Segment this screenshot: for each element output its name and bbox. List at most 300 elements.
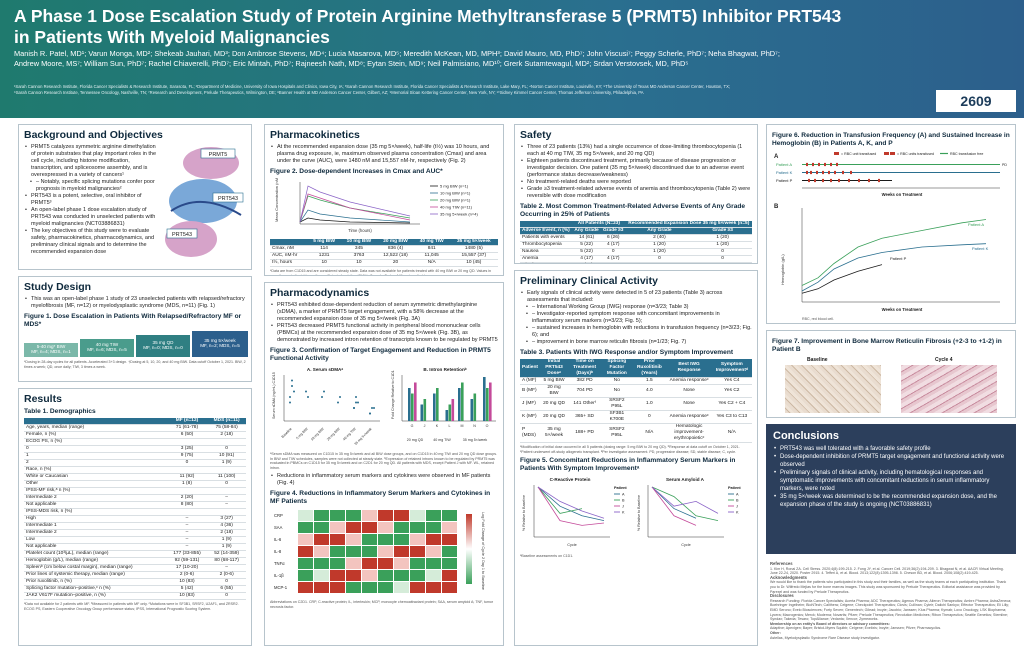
- heatmap-cell: [410, 522, 425, 533]
- sdma-point: [307, 396, 309, 398]
- table-cell: [167, 488, 208, 495]
- table-cell: SF3B1 K700E: [602, 411, 633, 424]
- intron-bar: [461, 383, 464, 422]
- table-cell: 704 PD: [568, 385, 602, 398]
- heatmap-cell: [442, 510, 457, 521]
- heatmap-legend-label: Log Fold Change of Cycle 2 Day 1 to Baseline: [481, 512, 485, 591]
- table-cell: 75 (58-84): [207, 425, 246, 432]
- fig3b-ylabel: Fold Change Relative to C1D1: [391, 370, 395, 419]
- transfusion-mark: [828, 171, 830, 174]
- table-cell: 11 (92): [167, 474, 208, 481]
- table-cell: [207, 467, 246, 474]
- table-cell: 20 mg BIW: [540, 385, 567, 398]
- table-cell: 14 (61): [572, 235, 601, 242]
- heatmap-row-label: IL-6: [274, 537, 282, 543]
- background-bullet-3: • An open-label phase 1 dose escalation study of PRT543 was conducted in unselected patients with myeloid malignancies (NCT03886831): [31, 207, 159, 228]
- safety-bullet-1: • Three of 23 patients (13%) had a single occurrence of dose-limiting thrombocytopenia (1 each at 40 mg TIW, 35 mg 5×/week, and 20 mg QD): [527, 144, 752, 158]
- table-cell: 11,045: [414, 253, 450, 260]
- table-row: [24, 523, 246, 530]
- heatmap-cell: [330, 522, 345, 533]
- clinical-sub-1: • – International Working Group (IWG) response (n=3/23; Table 3): [532, 304, 752, 311]
- sdma-x-labels: [281, 426, 373, 446]
- figure-1-title: Figure 1. Dose Escalation in Patients With Relapsed/Refractory MF or MDS*: [24, 313, 242, 328]
- membership-text: Adaptive; Apexigen; Bayer; Bristol-Myers Squibb; Celgene; Exelixis; Incyte; Janssen; Pfizer; Pharmacyclics.: [770, 626, 942, 631]
- pk-legend-1: 5 mg BIW (n=1): [440, 183, 469, 189]
- transfusion-mark: [868, 179, 870, 182]
- fig7-cycle-label: Cycle 4: [935, 357, 953, 363]
- table-cell: 0: [207, 481, 246, 488]
- table-row: [24, 530, 246, 537]
- background-subbullet: • – Notably, specific splicing mutations confer poor prognosis in myeloid malignancies²: [36, 179, 159, 193]
- conclusion-4: • 35 mg 5×/week was determined to be the recommended expansion dose, and the expansion phase of the study is ongoing (NCT03886831): [780, 493, 1009, 509]
- transfusion-mark: [838, 179, 840, 182]
- table-cell: 2 (0-6): [167, 572, 208, 579]
- table-row: [520, 385, 752, 398]
- fig5-legend-label: J: [622, 504, 624, 509]
- table-cell: 1 (20): [626, 242, 694, 249]
- table-cell: 0: [167, 460, 208, 467]
- pk-line-40mg: [300, 194, 410, 222]
- figure-2-footnote: *Data are from C1D15 and are considered steady state. Data was not available for patients treated with 40 mg BIW or 20 mg QD. Values in parentheses in the table are the coefficient of variation (CV%). C, cycle; D, day; N/A, not applicable.: [270, 269, 492, 276]
- column-4: [766, 124, 1016, 646]
- heatmap-cell: [362, 510, 377, 521]
- heatmap-cell: [362, 582, 377, 593]
- table-cell: –: [167, 544, 208, 551]
- table-cell: 52 (14-359): [207, 551, 246, 558]
- heatmap-cell: [442, 570, 457, 581]
- table-row: [24, 572, 246, 579]
- table-header-cell: Any Grade: [572, 228, 601, 235]
- clinical-bullet: • Early signals of clinical activity were detected in 5 of 23 patients (Table 3) across assessments that included:: [527, 290, 752, 304]
- authors-line-1: Manish R. Patel, MD¹; Varun Monga, MD²; Shekeab Jauhari, MD³; Don Ambrose Stevens, MD⁴; Lucia Masarova, MD⁵; Meredith McKean, MD, MPH³; David Mauro, MD, PhD⁷; John Viscusi⁷; Peggy Scherle, PhD⁷; Neha Bhagwat, PhD⁷;: [14, 49, 780, 58]
- table-cell: 345: [341, 246, 378, 253]
- table-cell: Spleenᵇ (cm below costal margin), median (range): [24, 565, 167, 572]
- table-cell: 1 (20): [693, 242, 752, 249]
- background-heading: Background and Objectives: [24, 129, 163, 141]
- table-cell: 1 (9): [207, 460, 246, 467]
- iwg-response-table: [520, 359, 752, 443]
- authors-line-2: Andrew Moore, MS⁷; William Sun, PhD⁷; Rachel Chiaverelli, PhD⁷; Eric Mintah, PhD⁷; Rajneesh Nath, MD⁸; Eytan Stein, MD⁹; Neil Palmisiano, MD¹⁰; Grerk Sutamtewagul, MD²; Srdan Verstovsek, MD, PhD⁵: [14, 59, 689, 68]
- table-cell: Intermediate 2: [24, 530, 167, 537]
- table-row: [24, 439, 246, 446]
- table-cell: Anemia responseᶜ: [667, 378, 712, 385]
- study-design-section: [18, 276, 252, 382]
- other-text: Astellas, Myelodysplastic Syndrome Rare Disease study investigator.: [770, 635, 880, 640]
- heatmap-cell: [410, 570, 425, 581]
- dose-step-2: 40 mg TIW MF, n=6; MDS, n=5: [80, 339, 134, 357]
- table-cell: Yes C4: [712, 378, 752, 385]
- fig5-legend: [614, 493, 739, 515]
- sdma-point: [339, 396, 341, 398]
- table-cell: 2 (0-6): [207, 572, 246, 579]
- sdma-point: [355, 402, 357, 404]
- fig3b-group-2: 40 mg TIW: [433, 438, 451, 442]
- table-cell: [167, 439, 208, 446]
- heatmap-cell: [298, 510, 313, 521]
- table-cell: 1480 (5): [450, 246, 498, 253]
- safety-section: [514, 124, 758, 264]
- intron-bar: [483, 377, 486, 421]
- table-cell: 20: [377, 260, 414, 267]
- table-cell: 10 (83): [167, 593, 208, 600]
- heatmap-cell: [426, 534, 441, 545]
- transfusion-mark: [808, 179, 810, 182]
- pd-bullet-2: • PRT543 decreased PRMT5 functional activity in peripheral blood mononuclear cells (PBMCs) at the recommended expansion dose of 35 mg 5×/week (Fig. 3B), as demonstrated by increased intron retention of transcripts known to be regulated by PRMT5: [277, 323, 498, 344]
- table-cell: 836 (4): [377, 246, 414, 253]
- fig5-legend-label: J: [736, 504, 738, 509]
- table-cell: [207, 439, 246, 446]
- heatmap-cell: [394, 570, 409, 581]
- pk-table: [270, 239, 498, 267]
- heatmap-cell: [378, 570, 393, 581]
- table-header-cell: Grade ≥3: [693, 228, 752, 235]
- table-row: [24, 495, 246, 502]
- table-row: [24, 579, 246, 586]
- fig6-xlabel-b: Weeks on Treatment: [881, 307, 923, 312]
- table-cell: t½, hours: [270, 260, 308, 267]
- sdma-point: [321, 396, 323, 398]
- fig5-legend-title-right: Patient: [728, 486, 741, 491]
- sdma-point: [291, 385, 293, 387]
- figure-6-section: [766, 124, 1016, 324]
- clinical-activity-section: [514, 270, 758, 646]
- heatmap-row-label: CRP: [274, 513, 283, 519]
- table-cell: N/A: [712, 424, 752, 443]
- sdma-point: [355, 396, 357, 398]
- table-cell: 365+ SD: [568, 411, 602, 424]
- dose-step-3: 35 mg QD MF, n=0; MDS, n=0: [136, 335, 190, 357]
- table-cell: IPSS-MDS risk, n (%): [24, 509, 167, 516]
- table-header-cell: Splicing Factor Mutation: [602, 359, 633, 378]
- fig5-ylabel-left: % Relative to Baseline: [522, 495, 526, 532]
- sdma-point: [369, 413, 371, 415]
- figure-7-title: Figure 7. Improvement in Bone Marrow Reticulin Fibrosis (+2-3 to +1-2) in Patient B: [772, 338, 1002, 353]
- transfusion-mark: [830, 163, 832, 166]
- heatmap-cell: [346, 546, 361, 557]
- table-cell: Anemia: [520, 256, 572, 263]
- references-heading: References: [770, 561, 793, 566]
- table-cell: 2 (18): [207, 530, 246, 537]
- heatmap-row-label: MCP-1: [274, 585, 288, 591]
- fig5-legend-label: B: [622, 498, 625, 503]
- heatmap-cell: [314, 582, 329, 593]
- title-line-2: in Patients With Myeloid Malignancies: [14, 27, 330, 47]
- transfusion-mark: [824, 163, 826, 166]
- table-cell: 8 (80): [167, 502, 208, 509]
- intron-x-label: N: [473, 424, 476, 428]
- table-cell: Low: [24, 537, 167, 544]
- heatmap-cell: [362, 522, 377, 533]
- heatmap-cell: [442, 546, 457, 557]
- study-design-bullet: • This was an open-label phase 1 study of 23 unselected patients with relapsed/refractory myelofibrosis (MF, n=12) or myelodysplastic syndrome (MDS, n=11) (Fig. 1): [31, 296, 246, 310]
- affiliations-line-1: ¹Sarah Cannon Research Institute, Florida Cancer Specialists & Research Institute, Sarasota, FL; ²Department of Medicine, University of Iowa Hospitals and Clinics, Iowa City, IA; ³Sarah Cannon Research Institute, Florida Cancer Specialists & Research Institute, Lake Mary, FL; ⁴Norton Cancer Institute, Louisville, KY; ⁵The University of Texas MD Anderson Cancer Center, Houston, TX;: [14, 84, 731, 89]
- intron-x-label: O: [485, 424, 489, 428]
- intron-bar: [411, 394, 414, 422]
- pharmacokinetics-section: [264, 124, 504, 276]
- table-row: [520, 411, 752, 424]
- table-cell: 1 (9): [207, 544, 246, 551]
- figure-7-section: [766, 330, 1016, 418]
- fig5-xlabel-left: Cycle: [567, 543, 577, 548]
- table-cell: 12,522 (18): [377, 253, 414, 260]
- poster-title: [14, 6, 1014, 48]
- fig3b-label: B. Intron Retentionᵇ: [423, 367, 467, 372]
- table-3-footnote: ᵃModification of initial dose occurred in all 5 patients (dosing range: 5 mg BIW to 20 mg QD). ᵇResponse at data cutoff on October 1, 2021. ᶜPatient underwent off-study allogeneic transplant. ᵈPer investigator assessment. PD, progressive disease; SD, stable disease; C, cycle.: [520, 445, 740, 454]
- transfusion-mark: [842, 171, 844, 174]
- table-cell: Yes C2: [712, 385, 752, 398]
- table-cell: –: [167, 530, 208, 537]
- heatmap-cell: [346, 510, 361, 521]
- table-cell: 4 (17): [601, 242, 626, 249]
- table-row: [24, 467, 246, 474]
- table-header-cell: Prior Ruxolitinib (Years): [632, 359, 666, 378]
- table-row: [24, 558, 246, 565]
- fig6-patient-p: Patient P: [776, 178, 793, 183]
- heatmap-cell: [394, 546, 409, 557]
- sdma-point: [289, 402, 291, 404]
- intron-x-label: L: [448, 424, 451, 428]
- heatmap-cell: [298, 546, 313, 557]
- table-row: [24, 488, 246, 495]
- heatmap-cell: [362, 558, 377, 569]
- transfusion-mark: [822, 171, 824, 174]
- other-heading: Other:: [770, 630, 781, 635]
- table-header-cell: 5 mg BIW: [308, 239, 341, 246]
- heatmap-cell: [410, 558, 425, 569]
- pk-concentration-chart: [270, 178, 498, 234]
- sdma-x-label: 10 mg BIW: [310, 426, 325, 442]
- table-header-cell: Initial PRT543 Doseᵃ: [540, 359, 567, 378]
- heatmap-cell: [330, 534, 345, 545]
- heatmap-cell: [426, 522, 441, 533]
- table-cell: 0: [207, 446, 246, 453]
- clinical-heading: Preliminary Clinical Activity: [520, 275, 658, 287]
- table-cell: 382 PD: [568, 378, 602, 385]
- figure-5-charts: [520, 475, 754, 549]
- clinical-sub-4: • – improvement in bone marrow reticulin fibrosis (n=1/23; Fig. 7): [532, 339, 752, 346]
- table-row: [24, 537, 246, 544]
- table-cell: Nausea: [520, 249, 572, 256]
- heatmap-cell: [442, 522, 457, 533]
- fig5-ylabel-right: % Relative to Baseline: [637, 495, 641, 532]
- table-cell: Hematologic improvement-erythropoieticᶜ: [667, 424, 712, 443]
- table-cell: –: [207, 565, 246, 572]
- transfusion-mark: [806, 171, 808, 174]
- fig3b-group-3: 35 mg 5×/week: [462, 438, 488, 442]
- table-cell: 35 mg 5×/week: [540, 424, 567, 443]
- table-cell: 0: [207, 579, 246, 586]
- table-row: [520, 249, 752, 256]
- fig6-xlabel-a: Weeks on Treatment: [881, 192, 923, 197]
- table-cell: 114: [308, 246, 341, 253]
- heatmap-cell: [394, 510, 409, 521]
- table-row: [24, 565, 246, 572]
- heatmap-row-labels: [274, 510, 296, 594]
- table-cell: J (MF): [520, 398, 540, 411]
- heatmap-cell: [314, 534, 329, 545]
- heatmap-row-label: IL-8: [274, 549, 282, 555]
- heatmap-cell: [442, 582, 457, 593]
- conclusion-2: • Dose-dependent inhibition of PRMT5 target engagement and functional activity were observed: [780, 453, 1009, 469]
- heatmap-cell: [442, 534, 457, 545]
- heatmap-cell: [298, 558, 313, 569]
- adverse-events-table: [520, 221, 752, 264]
- heatmap-cell: [394, 534, 409, 545]
- transfusion-mark: [814, 179, 816, 182]
- sdma-point: [337, 402, 339, 404]
- table-cell: Splicing factor mutation–positive,ᶜ n (%): [24, 586, 167, 593]
- table-cell: 10 (91): [207, 453, 246, 460]
- dose-step-4: 35 mg 5×/week MF, n=2; MDS, n=5: [192, 331, 248, 357]
- fig3b-group-1: 20 mg QD: [406, 438, 424, 442]
- table-cell: None: [667, 398, 712, 411]
- intron-bar: [458, 388, 461, 421]
- heatmap-cell: [298, 570, 313, 581]
- table-cell: Yes C3 to C13: [712, 411, 752, 424]
- poster-header: [0, 0, 1024, 118]
- heatmap-cell: [346, 522, 361, 533]
- table-cell: JAK2 V617F mutation–positive, n (%): [24, 593, 167, 600]
- figure-3-footnote: ᵃSerum sDMA was measured on C1D15 in 35 mg 5×/week and all BIW dose groups, and on C1D15 in 40 mg TIW and 20 mg QD dose groups. In BIW and TIW schedules, samples were not collected at steady state. ᵇExpression of retained introns known to be regulated by PRMT5 was evaluated in PBMCs on C1D15 for 35 mg 5×/week and on C2D1 for 20 mg QD. All patients with MDS, except Patient J with MF. WL, retained intron.: [270, 452, 498, 470]
- dose-step-1: 5-40 mg* BIW MF, n=4; MDS, n=1: [24, 343, 78, 357]
- column-2: [264, 124, 504, 646]
- heatmap-cell: [378, 534, 393, 545]
- table-cell: Thrombocytopenia: [520, 242, 572, 249]
- table-header-cell: Adverse Event, n (%): [520, 228, 572, 235]
- table-cell: None: [667, 385, 712, 398]
- table-cell: 0: [601, 249, 626, 256]
- fig6-patient-a: Patient A: [776, 162, 793, 167]
- intron-bar: [489, 383, 492, 422]
- heatmap-cell: [426, 582, 441, 593]
- table-cell: ECOG PS, n (%): [24, 439, 167, 446]
- title-line-1: A Phase 1 Dose Escalation Study of Protein Arginine Methyltransferase 5 (PRMT5) Inhibitor PRT543: [14, 6, 842, 26]
- fig-label-prt543-2: PRT543: [171, 232, 193, 238]
- table-cell: Yes C2 + C4: [712, 398, 752, 411]
- sdma-point: [289, 396, 291, 398]
- heatmap-cell: [378, 510, 393, 521]
- transfusion-mark: [858, 179, 860, 182]
- table-cell: 188+ PD: [568, 424, 602, 443]
- table-cell: Platelet count (10³/µL), median (range): [24, 551, 167, 558]
- table-cell: 3 (27): [207, 516, 246, 523]
- table-cell: 177 (33-855): [167, 551, 208, 558]
- heatmap-row-label: SAA: [274, 525, 283, 531]
- table-cell: 80 (68-117): [207, 558, 246, 565]
- table-row: [520, 263, 752, 265]
- safety-bullet-2: • Eighteen patients discontinued treatment, primarily because of disease progression or investigator decision. One patient (35 mg 5×/week) discontinued due to an adverse event (performance status decrease/weakness): [527, 158, 752, 179]
- heatmap-cell: [394, 558, 409, 569]
- fig6-hb-label-a: Patient A: [968, 222, 985, 227]
- fig6-panel-a: A: [774, 154, 779, 160]
- pk-legend-3: 20 mg BIW (n=1): [440, 197, 471, 203]
- pk-legend-4: 40 mg TIW (n=11): [440, 204, 472, 210]
- table-cell: 4 (17): [572, 256, 601, 263]
- figure-3-title: Figure 3. Confirmation of Target Engagement and Reduction in PRMT5 Functional Activity: [270, 347, 491, 362]
- heatmap-cell: [314, 570, 329, 581]
- conclusions-box: [766, 424, 1016, 554]
- sdma-point: [293, 391, 295, 393]
- table-cell: 11 (100): [207, 474, 246, 481]
- hb-line-a: [802, 220, 986, 286]
- table-row: [24, 516, 246, 523]
- table-header-cell: 10 mg BIW: [341, 239, 378, 246]
- fig5-left-title: C-Reactive Protein: [549, 477, 591, 483]
- table-cell: Patients with events: [520, 235, 572, 242]
- intron-bar: [424, 399, 427, 421]
- table-cell: 4 (17): [601, 256, 626, 263]
- table-row: [520, 424, 752, 443]
- heatmap-cell: [346, 534, 361, 545]
- table-row: [520, 256, 752, 263]
- fig6-footnote: RBC, red blood cell.: [802, 317, 834, 321]
- table-cell: 5 (22): [572, 242, 601, 249]
- sdma-point: [291, 380, 293, 382]
- disclosures-heading: Disclosures: [770, 593, 794, 599]
- table-cell: [167, 509, 208, 516]
- heatmap-cell: [298, 582, 313, 593]
- table-header-cell: 35 mg 5×/week: [450, 239, 498, 246]
- acknowledgments-text: We would like to thank the patients who participated in this study and their families, as well as the study teams at each participating institution. Thank you to Dr. Wilfredo Mejias for the bone marrow images. This study was sponsored by Prelude Therapeutics. Editorial assistance was provided by Parexel and was funded by Prelude Therapeutics.: [770, 580, 1007, 594]
- safety-bullet-4: • Grade ≥3 treatment-related adverse events of anemia and thrombocytopenia (Table 2) were reversible with dose modification: [527, 186, 752, 200]
- table-cell: High: [24, 516, 167, 523]
- pd-bullet-1: • PRT543 exhibited dose-dependent reduction of serum symmetric dimethylarginine (sDMA), a marker of PRMT5 target engagement, with a 58% decrease at the recommended expansion dose of 35 mg 5×/week (Fig. 3A): [277, 302, 498, 323]
- table-cell: 1.0: [632, 398, 666, 411]
- transfusion-mark: [850, 171, 852, 174]
- table-cell: [572, 263, 601, 265]
- table-cell: B (MF): [520, 385, 540, 398]
- references-section: [766, 560, 1016, 646]
- safety-bullet-3: • No treatment-related deaths were reported: [527, 179, 752, 186]
- table-cell: Intermediate 1: [24, 523, 167, 530]
- table-row: [270, 260, 498, 267]
- table-cell: IPSS-MF risk,ᵃ n (%): [24, 488, 167, 495]
- sdma-point: [373, 407, 375, 409]
- table-cell: Anemia responseᶜ: [667, 411, 712, 424]
- table-cell: 17 (10-20): [167, 565, 208, 572]
- table-row: [520, 235, 752, 242]
- fig5-legend-label: K: [622, 510, 625, 515]
- table-cell: 2 (40): [626, 235, 694, 242]
- table-cell: 4.0: [632, 385, 666, 398]
- pk-legend: [430, 184, 478, 217]
- table-header-cell: Any Grade: [626, 228, 694, 235]
- table-cell: –: [207, 495, 246, 502]
- fig6-legend-1: = RBC unit transfused: [841, 152, 877, 156]
- heatmap-cell: [298, 534, 313, 545]
- intron-x-label: G: [410, 424, 414, 428]
- affiliations-line-2: ⁶Sarah Cannon Research Institute, Tennessee Oncology, Nashville, TN; ⁷Research and Development, Prelude Therapeutics, Wilmington, DE; ⁸Banner Health at MD Anderson Cancer Center, Gilbert, AZ; ⁹Memorial Sloan Kettering Cancer Center, New York, NY; ¹⁰Sidney Kimmel Cancer Center, Thomas Jefferson University, Philadelphia, PA: [14, 89, 644, 95]
- fig5-legend-label: A: [736, 492, 739, 497]
- figure-3-charts: [270, 365, 500, 447]
- table-cell: 1 (20): [626, 249, 694, 256]
- table-header-cell: Grade ≥3: [601, 228, 626, 235]
- pk-bullet: • At the recommended expansion dose (35 mg 5×/week), half-life (t½) was 10 hours, and plasma drug exposure, ie, maximum observed plasma concentration (Cmax) and area under the curve (AUC), were 1480 nM and 15,557 nM·hr, respectively (Fig. 2): [277, 144, 498, 165]
- table-cell: 6 (50): [167, 432, 208, 439]
- table-row: [24, 460, 246, 467]
- heatmap-cell: [426, 558, 441, 569]
- table-cell: 141 Otherᶠ: [568, 398, 602, 411]
- study-design-heading: Study Design: [24, 281, 92, 293]
- heatmap-cell: [426, 510, 441, 521]
- fig3a-label: A. Serum sDMAᵃ: [306, 367, 344, 372]
- sdma-points: [289, 380, 375, 415]
- table-row: [24, 425, 246, 432]
- heatmap-cell: [410, 546, 425, 557]
- heatmap-cell: [298, 522, 313, 533]
- table-row: [270, 246, 498, 253]
- table-header-cell: MF (n=12): [167, 418, 208, 425]
